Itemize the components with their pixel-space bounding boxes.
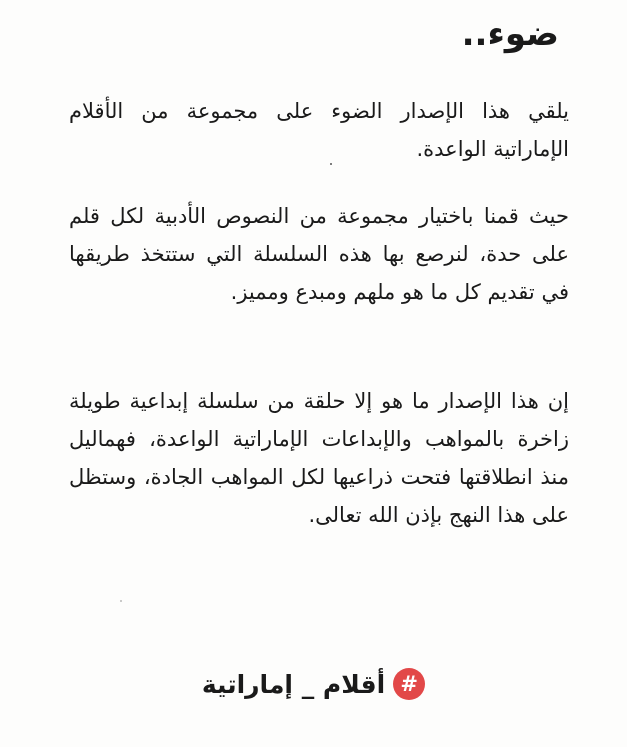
page-title: ضوء.. [461, 14, 559, 54]
paragraph-intro: يلقي هذا الإصدار الضوء على مجموعة من الأقلام الإماراتية الواعدة. [69, 99, 569, 161]
paper-speck [330, 163, 332, 165]
paragraph-series: إن هذا الإصدار ما هو إلا حلقة من سلسلة إبداعية طويلة زاخرة بالمواهب والإبداعات الإماراتية الواعدة، فهماليل منذ انطلاقتها فتحت ذراعيها لكل المواهب الجادة، وستظل على هذا النهج بإذن الله تعالى. [69, 389, 569, 527]
hashtag-text: أقلام _ إماراتية [201, 669, 386, 699]
paragraph-selection: حيث قمنا باختيار مجموعة من النصوص الأدبية لكل قلم على حدة، لنرصع بها هذه السلسلة التي ستتخذ طريقها في تقديم كل ما هو ملهم ومبدع ومميز. [69, 204, 569, 304]
hashtag-icon: # [393, 668, 425, 700]
hashtag-footer [0, 668, 627, 700]
paper-speck [120, 600, 122, 602]
